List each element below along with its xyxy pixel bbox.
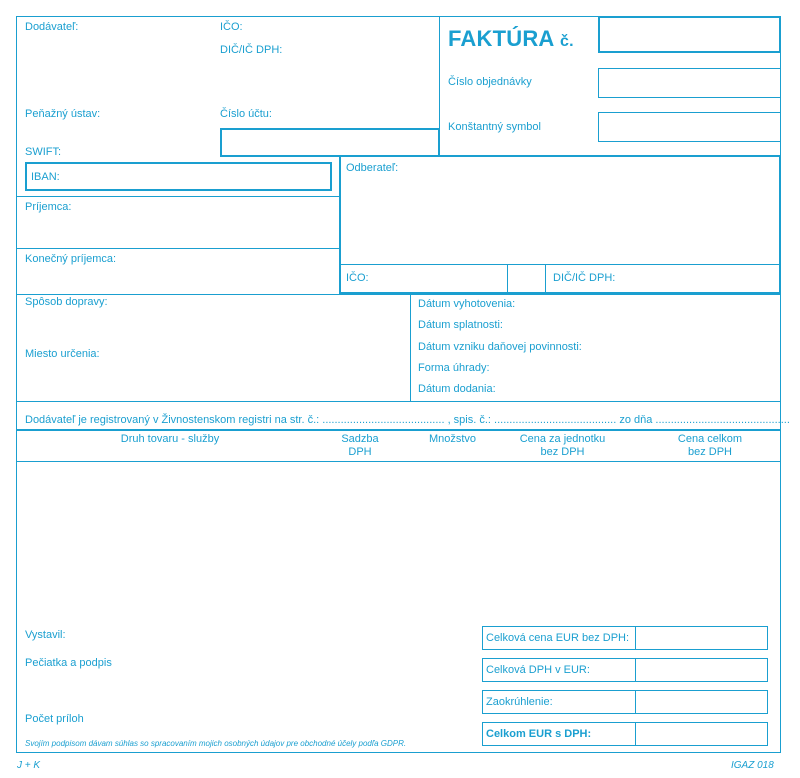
total-with-vat-value[interactable] [636,723,767,745]
divider [340,264,780,265]
total-vat-value[interactable] [636,659,767,681]
account-label: Číslo účtu: [220,108,272,120]
invoice-number-suffix: č. [560,33,574,50]
divider [410,294,411,401]
payment-form-label: Forma úhrady: [418,362,490,374]
total-without-vat-label: Celková cena EUR bez DPH: [486,632,630,644]
order-number-field[interactable] [598,68,781,98]
issue-date-label: Dátum vyhotovenia: [418,298,516,310]
account-number-field[interactable] [220,128,440,157]
customer-dic-label: DIČ/IČ DPH: [553,272,616,284]
customer-label: Odberateľ: [346,162,399,174]
final-recipient-label: Konečný príjemca: [25,253,117,265]
divider [16,294,781,295]
attachments-label: Počet príloh [25,713,84,725]
issued-by-label: Vystavil: [25,629,66,641]
due-date-label: Dátum splatnosti: [418,319,503,331]
divider [16,461,781,462]
iban-label: IBAN: [31,171,60,183]
rounding-value[interactable] [636,691,767,713]
col-quantity-header: Množstvo [428,433,477,445]
col-vat-rate-header [330,433,390,459]
total-with-vat-label: Celkom EUR s DPH: [486,728,592,740]
col-total-line2: bez DPH [687,446,733,458]
customer-ico-label: IČO: [346,272,369,284]
left-mark: J + K [17,760,41,771]
stamp-label: Pečiatka a podpis [25,657,112,669]
col-unit-price-line1: Cena za jednotku [519,433,606,445]
supplier-ico-label: IČO: [220,21,243,33]
divider [16,401,781,402]
divider [507,264,508,293]
swift-label: SWIFT: [25,146,62,158]
iban-field[interactable] [25,162,332,191]
col-vat-rate-line2: DPH [348,446,372,458]
registry-text: Dodávateľ je registrovaný v Živnostenskom registri na str. č.: ........................................ , spis. č.: ........................................ zo dňa ............................................ [25,414,790,426]
divider [16,248,339,249]
constant-symbol-label: Konštantný symbol [448,121,541,133]
order-number-label: Číslo objednávky [448,76,532,88]
recipient-label: Príjemca: [25,201,72,213]
divider [16,196,339,197]
delivery-date-label: Dátum dodania: [418,383,496,395]
transport-label: Spôsob dopravy: [25,296,108,308]
col-goods-header: Druh tovaru - služby [120,433,220,445]
col-vat-rate-line1: Sadzba [341,433,379,445]
invoice-number-field[interactable] [598,16,781,53]
col-unit-price-header [505,433,620,459]
rounding-label: Zaokrúhlenie: [486,696,553,708]
col-total-line1: Cena celkom [677,433,743,445]
consent-text: Svojím podpisom dávam súhlas so spracovaním mojich osobných údajov pre obchodné účely podľa GDPR. [25,739,407,748]
invoice-title-text: FAKTÚRA [448,26,554,51]
total-without-vat-value[interactable] [636,627,767,649]
constant-symbol-field[interactable] [598,112,781,142]
bank-label: Peňažný ústav: [25,108,101,120]
items-area[interactable] [17,463,780,613]
total-vat-label: Celková DPH v EUR: [486,664,590,676]
col-unit-price-line2: bez DPH [540,446,585,458]
destination-label: Miesto určenia: [25,348,100,360]
divider [545,264,546,293]
tax-date-label: Dátum vzniku daňovej povinnosti: [418,341,582,353]
col-total-header [650,433,770,459]
invoice-title [448,26,574,52]
divider [16,429,781,431]
supplier-dic-label: DIČ/IČ DPH: [220,44,283,56]
right-mark: IGAZ 018 [731,760,774,771]
supplier-label: Dodávateľ: [25,21,79,33]
